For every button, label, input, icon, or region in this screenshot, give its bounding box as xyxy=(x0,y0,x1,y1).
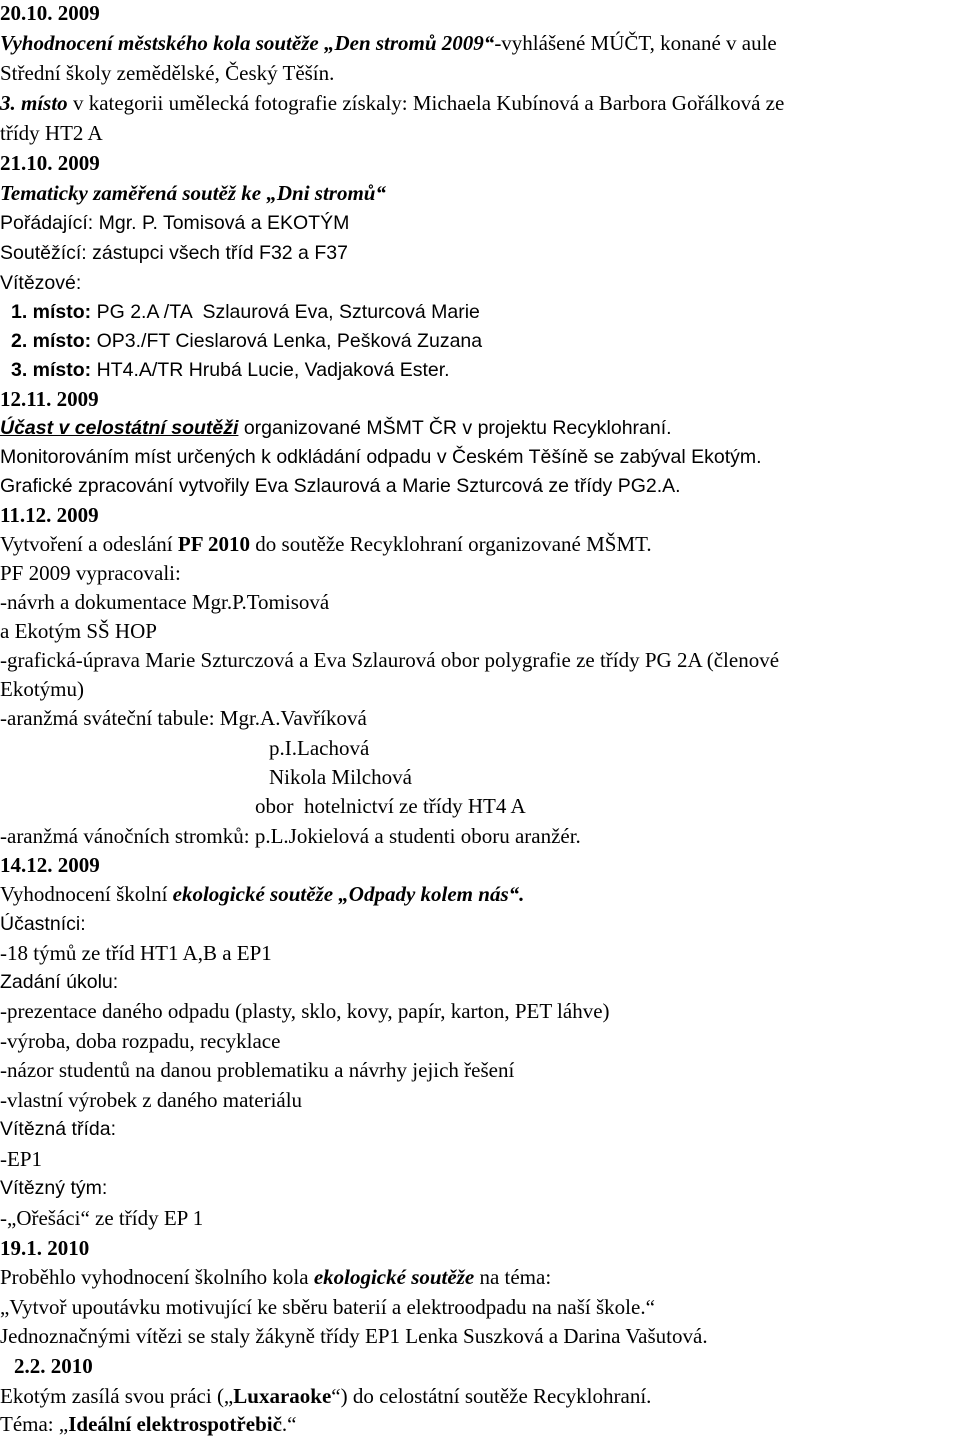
text-segment: Ekotým zasílá svou práci („ xyxy=(0,1384,234,1408)
winner-item xyxy=(11,358,450,382)
section-heading xyxy=(0,31,777,55)
team-label: Vítězný tým: xyxy=(0,1177,108,1199)
task-label: Zadání úkolu: xyxy=(0,971,119,993)
winner-text: OP3./FT Cieslarová Lenka, Pešková Zuzana xyxy=(91,330,483,352)
section-heading xyxy=(0,416,672,440)
text-line: p.I.Lachová xyxy=(269,736,370,760)
text-segment: Proběhlo vyhodnocení školního kola xyxy=(0,1265,314,1289)
pf-label: PF 2010 xyxy=(177,532,251,556)
text-line: -návrh a dokumentace Mgr.P.Tomisová xyxy=(0,590,330,614)
list-item: -výroba, doba rozpadu, recyklace xyxy=(0,1029,281,1053)
text-segment: “) do celostátní soutěže Recyklohraní. xyxy=(331,1384,652,1408)
winner-item xyxy=(11,329,482,353)
text-line: Ekotýmu) xyxy=(0,677,84,701)
section-date: 12.11. 2009 xyxy=(0,387,99,411)
text-segment: do soutěže Recyklohraní organizované MŠMT. xyxy=(250,532,652,556)
text-segment: Vytvoření a odeslání xyxy=(0,532,178,556)
work-name: Luxaraoke xyxy=(233,1384,332,1408)
competition-title: ekologické soutěže xyxy=(313,1265,475,1289)
competitors-line: Soutěžící: zástupci všech tříd F32 a F37 xyxy=(0,242,348,264)
result-line xyxy=(0,91,784,115)
competition-title: Vyhodnocení městského kola soutěže „Den stromů 2009“ xyxy=(0,31,495,55)
competition-title: Účast v celostátní soutěži xyxy=(0,417,239,439)
text-line: Monitorováním míst určených k odkládání odpadu v Českém Těšíně se zabýval Ekotým. xyxy=(0,446,762,468)
place-label: 1. místo: xyxy=(11,301,92,323)
text-line: -EP1 xyxy=(0,1147,42,1171)
text-line: PF 2009 vypracovali: xyxy=(0,561,181,585)
section-date: 20.10. 2009 xyxy=(0,1,100,25)
section-date: 21.10. 2009 xyxy=(0,151,100,175)
organizer-line: Pořádající: Mgr. P. Tomisová a EKOTÝM xyxy=(0,212,350,234)
participants-label: Účastníci: xyxy=(0,913,86,935)
place-label: 3. místo: xyxy=(11,359,92,381)
section-date: 19.1. 2010 xyxy=(0,1236,90,1260)
text-line: Grafické zpracování vytvořily Eva Szlaurová a Marie Szturcová ze třídy PG2.A. xyxy=(0,475,681,497)
winners-label: Vítězové: xyxy=(0,272,82,294)
list-item: -názor studentů na danou problematiku a návrhy jejich řešení xyxy=(0,1058,515,1082)
result-text: v kategorii umělecká fotografie získaly: Michaela Kubínová a Barbora Gořálková ze xyxy=(67,91,785,115)
text-line: -aranžmá sváteční tabule: Mgr.A.Vavříková xyxy=(0,706,367,730)
list-item: -vlastní výrobek z daného materiálu xyxy=(0,1088,303,1112)
theme-line xyxy=(0,1412,296,1436)
text-line: Nikola Milchová xyxy=(269,765,412,789)
list-item: -prezentace daného odpadu (plasty, sklo, kovy, papír, karton, PET láhve) xyxy=(0,999,610,1023)
text-line: a Ekotým SŠ HOP xyxy=(0,619,157,643)
text-line: Střední školy zemědělské, Český Těšín. xyxy=(0,61,335,85)
section-date: 14.12. 2009 xyxy=(0,853,100,877)
text-line: -18 týmů ze tříd HT1 A,B a EP1 xyxy=(0,941,272,965)
section-date: 2.2. 2010 xyxy=(14,1354,93,1378)
section-heading xyxy=(0,882,524,906)
text-line: -aranžmá vánočních stromků: p.L.Jokielová a studenti oboru aranžér. xyxy=(0,824,581,848)
winner-text: PG 2.A /TA Szlaurová Eva, Szturcová Marie xyxy=(91,301,480,323)
heading-rest: organizované MŠMT ČR v projektu Recyklohraní. xyxy=(238,417,672,439)
text-segment: na téma: xyxy=(474,1265,552,1289)
place-label: 2. místo: xyxy=(11,330,92,352)
section-date: 11.12. 2009 xyxy=(0,503,99,527)
text-line: -grafická-úprava Marie Szturczová a Eva Szlaurová obor polygrafie ze třídy PG 2A (členové xyxy=(0,648,780,672)
text-line xyxy=(0,532,652,556)
text-line: -„Ořešáci“ ze třídy EP 1 xyxy=(0,1206,204,1230)
text-segment: .“ xyxy=(281,1412,297,1436)
competition-title: ekologické soutěže „Odpady kolem nás“. xyxy=(172,882,525,906)
winner-item xyxy=(11,300,480,324)
text-line xyxy=(0,1384,651,1408)
theme-title: Ideální elektrospotřebič xyxy=(68,1412,282,1436)
text-line: třídy HT2 A xyxy=(0,121,103,145)
text-line: Jednoznačnými vítězi se staly žákyně třídy EP1 Lenka Suszková a Darina Vašutová. xyxy=(0,1324,708,1348)
place-label: 3. místo xyxy=(0,91,68,115)
text-segment: Vyhodnocení školní xyxy=(0,882,173,906)
text-line: obor hotelnictví ze třídy HT4 A xyxy=(255,794,526,818)
heading-rest: -vyhlášené MÚČT, konané v aule xyxy=(494,31,777,55)
competition-title: Tematicky zaměřená soutěž ke „Dni stromů“ xyxy=(0,181,386,205)
class-label: Vítězná třída: xyxy=(0,1118,116,1140)
winner-text: HT4.A/TR Hrubá Lucie, Vadjaková Ester. xyxy=(91,359,450,381)
section-heading xyxy=(0,1265,551,1289)
text-segment: Téma: „ xyxy=(0,1412,69,1436)
text-line: „Vytvoř upoutávku motivující ke sběru baterií a elektroodpadu na naší škole.“ xyxy=(0,1295,655,1319)
